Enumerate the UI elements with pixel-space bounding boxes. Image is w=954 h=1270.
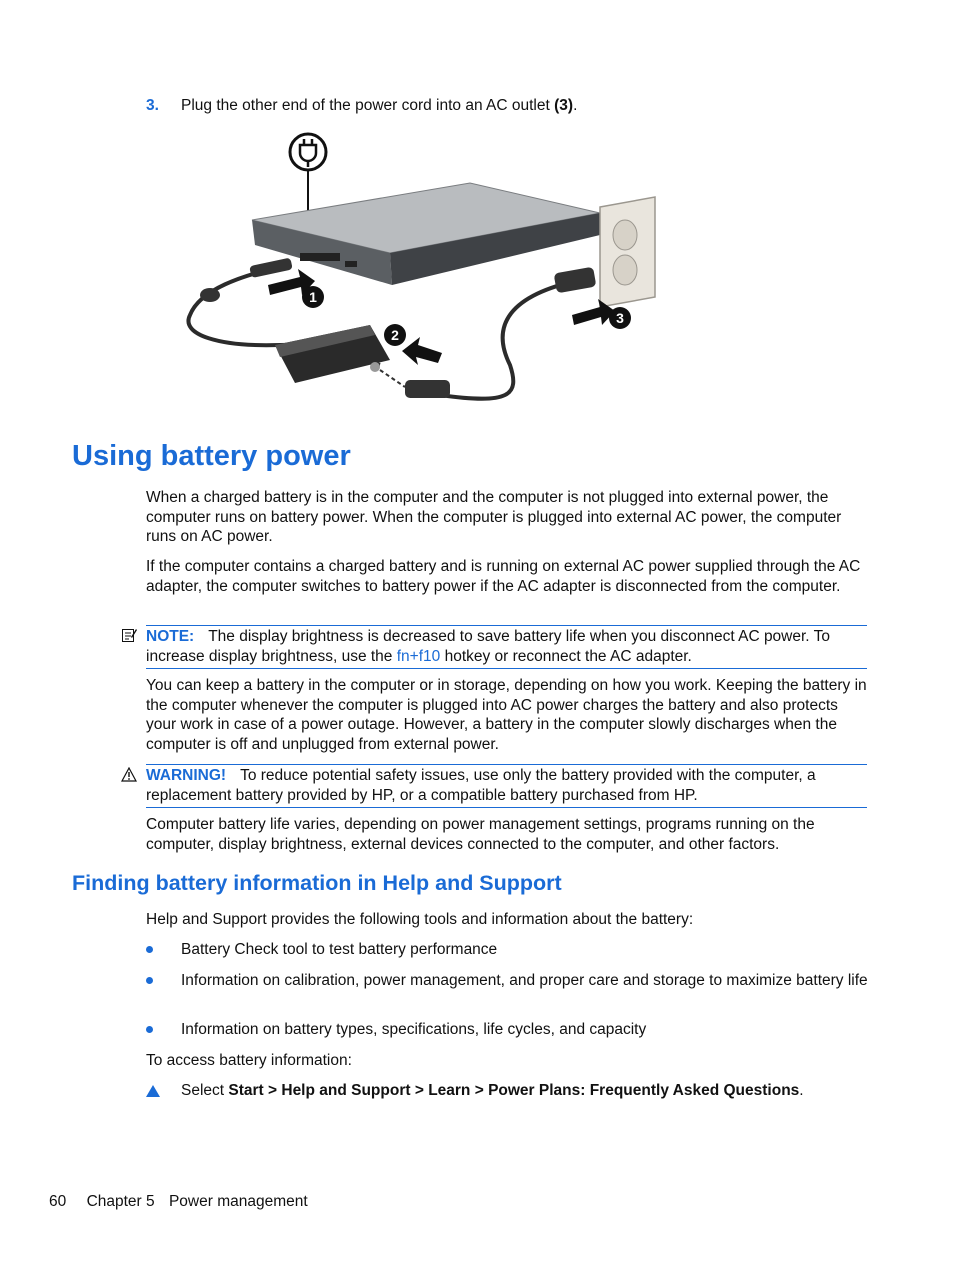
- paragraph-2: If the computer contains a charged battery and is running on external AC power supplied through the AC adapter, the computer switches to battery power if the AC adapter is disconnected from the computer.: [146, 558, 861, 595]
- list-item: Information on calibration, power management, and proper care and storage to maximize battery life: [181, 972, 868, 989]
- access-intro: To access battery information:: [146, 1052, 352, 1069]
- bullet-dot: [146, 946, 153, 953]
- ac-cord-plug: [405, 380, 450, 398]
- paragraph-1: When a charged battery is in the computer and the computer is not plugged into external power, the computer runs on battery power. When the computer is plugged into external AC power, the computer runs on AC power.: [146, 489, 842, 545]
- power-connection-illustration: [180, 125, 670, 415]
- action-prefix: Select: [181, 1082, 229, 1099]
- arrow-2: [402, 337, 442, 365]
- step-text-suffix: .: [573, 97, 578, 114]
- step-number: 3.: [146, 97, 159, 114]
- step-text: Plug the other end of the power cord into an AC outlet: [181, 97, 555, 114]
- step-callout-ref: (3): [554, 97, 574, 114]
- note-callout: [146, 625, 867, 669]
- laptop: [252, 183, 600, 285]
- dc-plug: [249, 258, 293, 278]
- ac-cord: [440, 280, 580, 399]
- callout-3: 3: [616, 310, 624, 326]
- action-suffix: .: [799, 1082, 804, 1099]
- wall-outlet: [600, 197, 655, 307]
- subsection-heading: Finding battery information in Help and Support: [72, 871, 562, 895]
- list-item: Information on battery types, specifications, life cycles, and capacity: [181, 1021, 647, 1038]
- chapter-title: Power management: [168, 1193, 308, 1210]
- list-item: Battery Check tool to test battery performance: [181, 941, 498, 958]
- step-3: [146, 96, 870, 116]
- note-text: The display brightness is decreased to save battery life when you disconnect AC power. To increase display brightness, use the: [146, 628, 831, 665]
- ac-plug-icon: [290, 134, 326, 170]
- ac-adapter: [275, 325, 390, 383]
- ferrite-bead: [200, 288, 220, 302]
- paragraph-3: You can keep a battery in the computer or in storage, depending on how you work. Keeping the battery in the computer whenever the computer is plugged into AC power charges the battery and also protects your work in case of a power outage. However, a battery in the computer slowly discharges when the computer is off and unplugged from external power.: [146, 677, 867, 753]
- action-path: Start > Help and Support > Learn > Power Plans: Frequently Asked Questions: [228, 1082, 800, 1099]
- section-heading: Using battery power: [72, 440, 351, 472]
- callout-2: 2: [391, 327, 399, 343]
- warning-icon: [121, 767, 137, 782]
- chapter-label: Chapter 5: [86, 1193, 155, 1210]
- help-intro: Help and Support provides the following tools and information about the battery:: [146, 911, 694, 928]
- bullet-dot: [146, 1026, 153, 1033]
- note-text-end: hotkey or reconnect the AC adapter.: [440, 647, 692, 665]
- page-number: 60: [49, 1193, 67, 1210]
- note-label: NOTE:: [146, 628, 195, 645]
- paragraph-4: Computer battery life varies, depending on power management settings, programs running on the computer, display brightness, external devices connected to the computer, and other factors.: [146, 816, 815, 853]
- wall-plug: [554, 267, 597, 294]
- bullet-dot: [146, 977, 153, 984]
- page-footer: [49, 1193, 308, 1211]
- action-step: [181, 1081, 871, 1101]
- callout-1: 1: [309, 289, 317, 305]
- fn-f10-link[interactable]: fn+f10: [396, 647, 441, 665]
- note-icon: [121, 627, 137, 643]
- warning-label: WARNING!: [146, 767, 227, 784]
- warning-callout: [146, 764, 867, 808]
- warning-text: To reduce potential safety issues, use only the battery provided with the computer, a replacement battery provided by HP, or a compatible battery purchased from HP.: [146, 767, 816, 804]
- triangle-step-icon: [146, 1085, 160, 1097]
